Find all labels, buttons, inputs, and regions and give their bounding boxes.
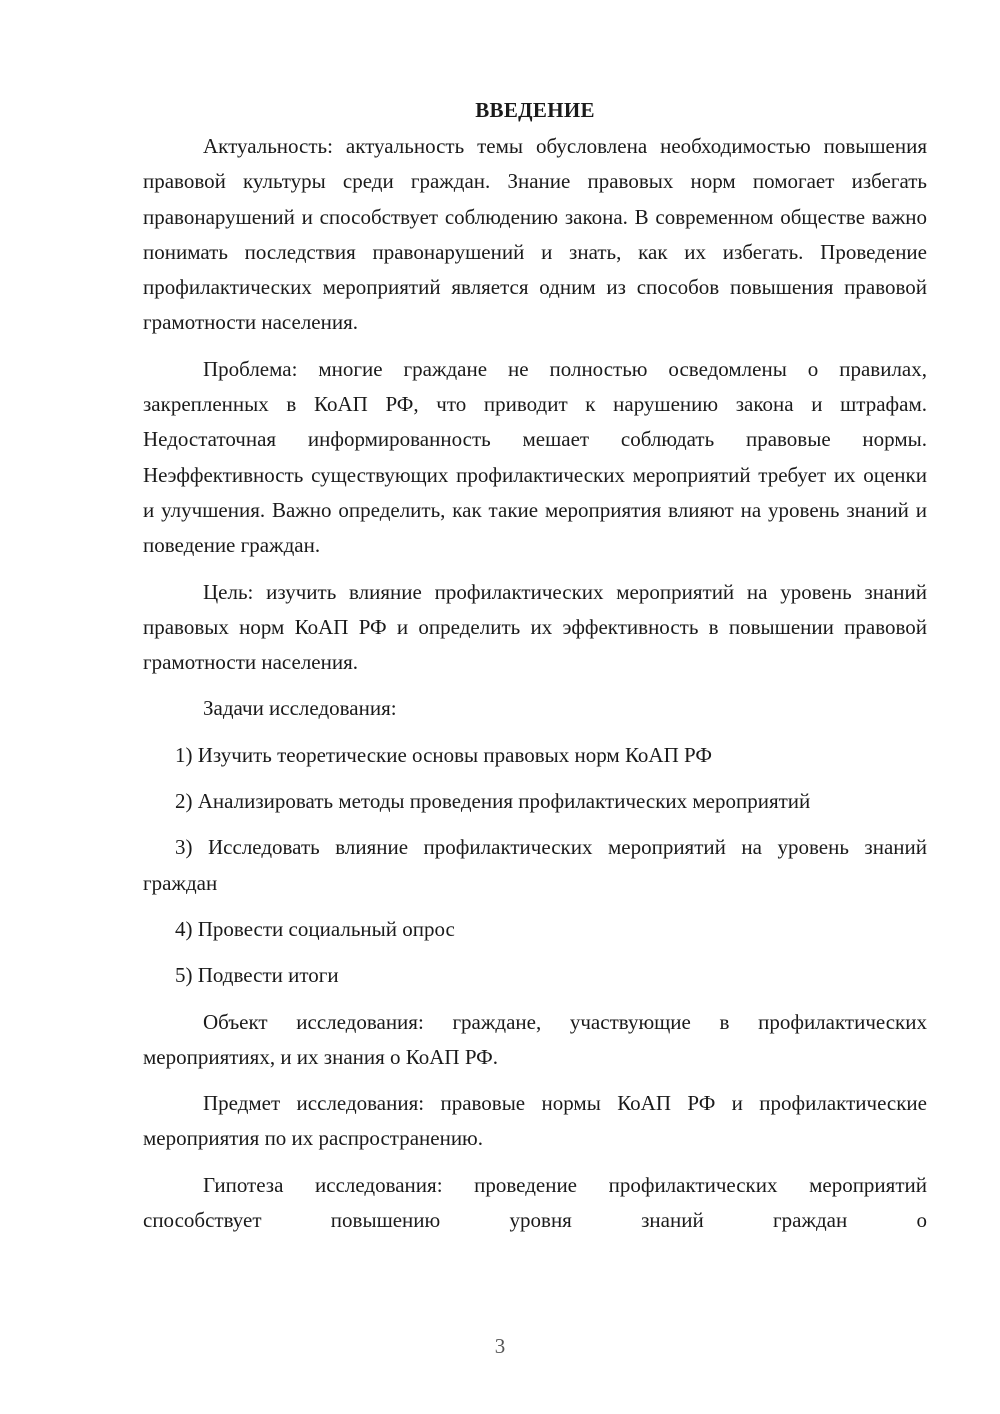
task-item-4: 4) Провести социальный опрос xyxy=(175,916,455,941)
task-item-2: 2) Анализировать методы проведения профилактических мероприятий xyxy=(175,789,811,814)
relevance-paragraph: Актуальность: актуальность темы обусловлена необходимостью повышения правовой культуры среди граждан. Знание правовых норм помогает избегать правонарушений и способствует соблюдению закона. В современном обществе важно понимать последствия правонарушений и знать, как их избегать. Проведение профилактических мероприятий является одним из способов повышения правовой грамотности населения. xyxy=(143,134,927,335)
subject-paragraph: Предмет исследования: правовые нормы КоАП РФ и профилактические мероприятия по их распространению. xyxy=(143,1091,927,1151)
problem-paragraph: Проблема: многие граждане не полностью осведомлены о правилах, закрепленных в КоАП РФ, что приводит к нарушению закона и штрафам. Недостаточная информированность мешает соблюдать правовые нормы. Неэффективность существующих профилактических мероприятий требует их оценки и улучшения. Важно определить, как такие мероприятия влияют на уровень знаний и поведение граждан. xyxy=(143,356,927,558)
page-number: 3 xyxy=(494,1334,506,1358)
task-item-3: 3) Исследовать влияние профилактических мероприятий на уровень знаний граждан xyxy=(143,835,927,895)
goal-paragraph: Цель: изучить влияние профилактических мероприятий на уровень знаний правовых норм КоАП РФ и определить их эффективность в повышении правовой грамотности населения. xyxy=(143,579,927,675)
hypothesis-paragraph: Гипотеза исследования: проведение профилактических мероприятий способствует повышению уровня знаний граждан о xyxy=(143,1172,927,1233)
document-page xyxy=(143,95,927,1238)
tasks-heading: Задачи исследования: xyxy=(203,696,397,721)
task-item-5: 5) Подвести итоги xyxy=(175,963,339,988)
object-paragraph: Объект исследования: граждане, участвующие в профилактических мероприятиях, и их знания о КоАП РФ. xyxy=(143,1009,927,1069)
task-item-1: 1) Изучить теоретические основы правовых норм КоАП РФ xyxy=(175,742,712,767)
page-title: ВВЕДЕНИЕ xyxy=(475,98,595,122)
